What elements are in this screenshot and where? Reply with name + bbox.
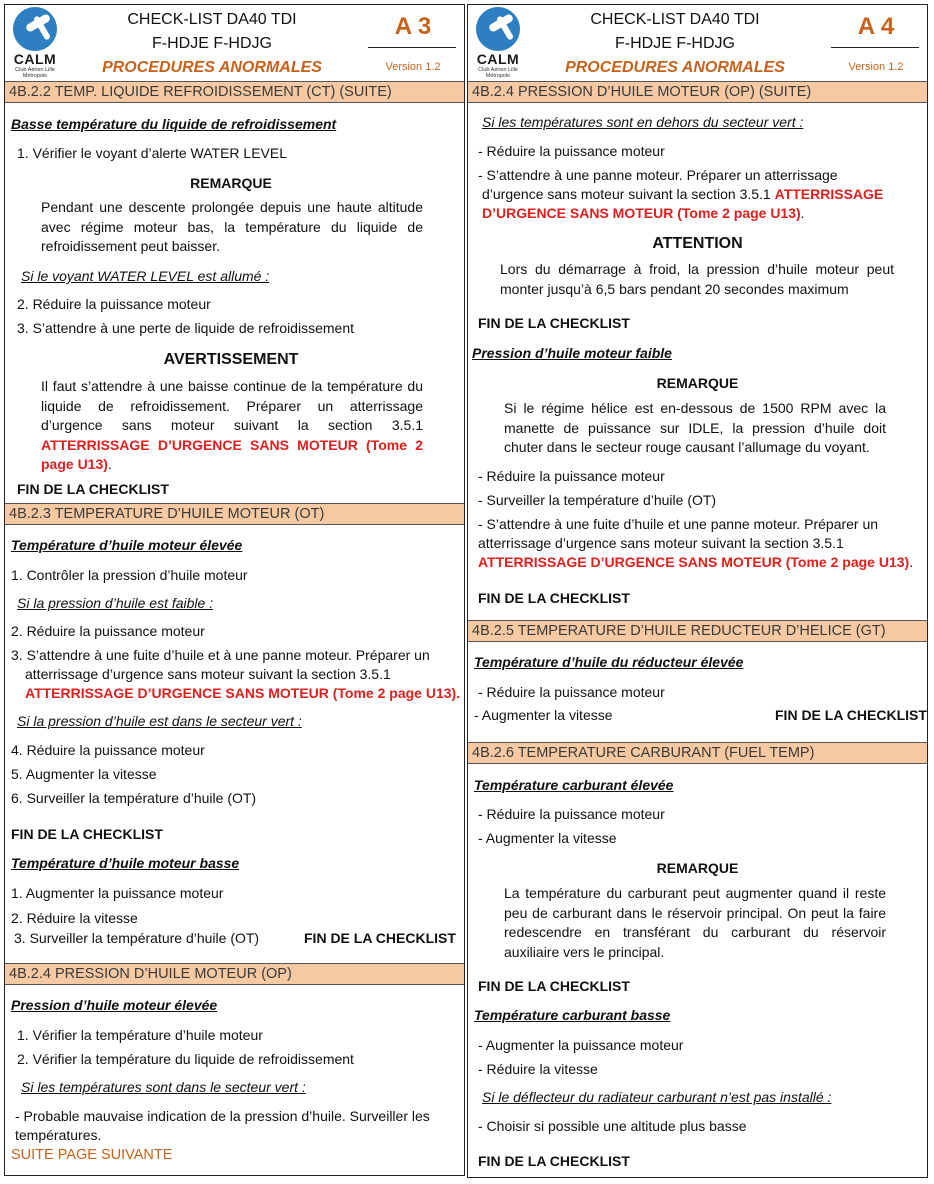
page-header [468, 5, 927, 81]
end-checklist: FIN DE LA CHECKLIST [11, 826, 163, 842]
section-header-gearbox-temp: 4B.2.5 TEMPERATURE D’HUILE REDUCTEUR D’HELICE (GT) [468, 620, 927, 642]
step: 3. S’attendre à une perte de liquide de refroidissement [17, 320, 354, 336]
section-header-coolant-temp: 4B.2.2 TEMP. LIQUIDE REFROIDISSEMENT (CT) (SUITE) [5, 81, 464, 103]
subsection-title: Température d’huile moteur élevée [11, 537, 243, 553]
step: 1. Vérifier le voyant d’alerte WATER LEVEL [17, 145, 287, 161]
section-header-fuel-temp: 4B.2.6 TEMPERATURE CARBURANT (FUEL TEMP) [468, 742, 927, 764]
step: 2. Réduire la vitesse [11, 910, 138, 926]
end-checklist: FIN DE LA CHECKLIST [478, 590, 630, 606]
subsection-title: Pression d’huile moteur élevée [11, 997, 218, 1013]
step: 2. Réduire la puissance moteur [11, 623, 205, 639]
list-item: - Réduire la vitesse [478, 1061, 598, 1077]
attention-body: Lors du démarrage à froid, la pression d’huile moteur peut monter jusqu’à 6,5 bars pendant 20 secondes maximum [500, 261, 894, 297]
subsection-title: Température d’huile du réducteur élevée [474, 654, 744, 670]
emergency-reference: ATTERRISSAGE D’URGENCE SANS MOTEUR (Tome 2 page U13). [25, 685, 461, 701]
emergency-reference: ATTERRISSAGE [774, 186, 884, 202]
section-header-oil-pressure: 4B.2.4 PRESSION D’HUILE MOTEUR (OP) [5, 963, 464, 985]
subsection-title: Basse température du liquide de refroidissement [11, 116, 337, 132]
list-item: - Augmenter la vitesse [478, 830, 617, 846]
condition: Si la pression d’huile est faible : [17, 595, 214, 611]
list-item: - Choisir si possible une altitude plus basse [478, 1118, 747, 1134]
subsection-title: Température carburant basse [474, 1007, 671, 1023]
checklist-page-a3 [4, 4, 465, 1176]
step-continuation: atterrissage d’urgence sans moteur suivant la section 3.5.1 [25, 666, 391, 682]
checklist-page-a4 [467, 4, 928, 1178]
end-checklist: FIN DE LA CHECKLIST [17, 481, 169, 497]
continued-next-page: SUITE PAGE SUIVANTE [11, 1147, 173, 1163]
subsection-title: Température carburant élevée [474, 777, 674, 793]
end-checklist: FIN DE LA CHECKLIST [478, 1153, 630, 1169]
list-item: - Réduire la puissance moteur [478, 806, 665, 822]
section-header-oil-pressure-cont: 4B.2.4 PRESSION D’HUILE MOTEUR (OP) (SUITE) [468, 81, 927, 103]
remark-title: REMARQUE [656, 860, 739, 876]
airplane-icon [13, 7, 57, 51]
step: 4. Réduire la puissance moteur [11, 742, 205, 758]
attention-title: ATTENTION [652, 235, 743, 252]
list-item-continuation: atterrissage d’urgence sans moteur suivant la section 3.5.1 [478, 535, 844, 551]
divider [831, 47, 919, 48]
end-checklist: FIN DE LA CHECKLIST [478, 978, 630, 994]
logo-subtext: Club Aérien Lille Métropole [15, 67, 55, 79]
aircraft-registrations: F-HDJE F-HDJG [152, 35, 272, 52]
step: 2. Réduire la puissance moteur [17, 296, 211, 312]
step: 1. Vérifier la température d’huile moteur [17, 1027, 263, 1043]
warning-title: AVERTISSEMENT [163, 351, 299, 368]
calm-logo [7, 7, 63, 79]
warning-reference: ATTERRISSAGE D’URGENCE SANS MOTEUR (Tome 2 page U13) [41, 436, 423, 472]
condition: Si la pression d’huile est dans le secteur vert : [17, 713, 302, 729]
step: 1. Contrôler la pression d’huile moteur [11, 567, 248, 583]
aircraft-registrations: F-HDJE F-HDJG [615, 35, 735, 52]
step: 3. Surveiller la température d’huile (OT) [14, 930, 260, 946]
list-item-continuation: D’URGENCE SANS MOTEUR (Tome 2 page U13). [482, 205, 805, 221]
version-label: Version 1.2 [385, 61, 441, 73]
step: 5. Augmenter la vitesse [11, 766, 157, 782]
emergency-reference: D’URGENCE SANS MOTEUR (Tome 2 page U13) [482, 205, 801, 221]
list-item: - S’attendre à une fuite d’huile et une panne moteur. Préparer un [478, 516, 879, 532]
subsection-title: Pression d’huile moteur faible [472, 345, 672, 361]
remark-body: Pendant une descente prolongée depuis une haute altitude avec régime moteur bas, la température du liquide de refroidissement peut baisser. [41, 199, 423, 254]
condition: Si les températures sont dans le secteur vert : [21, 1079, 306, 1095]
document-subtitle: PROCEDURES ANORMALES [102, 59, 322, 76]
step: 2. Vérifier la température du liquide de refroidissement [17, 1051, 354, 1067]
remark-body: Si le régime hélice est en-dessous de 1500 RPM avec la manette de puissance sur IDLE, la pression d’huile doit chuter dans le secteur rouge causant l’allumage du voyant. [504, 400, 886, 455]
condition: Si le voyant WATER LEVEL est allumé : [21, 268, 270, 284]
list-item-continuation: ATTERRISSAGE D’URGENCE SANS MOTEUR (Tome 2 page U13). [478, 554, 914, 570]
warning-body: Il faut s’attendre à une baisse continue de la température du liquide de refroidissement. Préparer un atterrissage d’urgence sans moteur suivant la section 3.5.1 ATTERRISSAGE D’URGENCE SANS MOTEUR (Tome 2 page U13). [41, 378, 423, 472]
end-checklist: FIN DE LA CHECKLIST [775, 707, 927, 723]
list-item: - Réduire la puissance moteur [478, 468, 665, 484]
list-item: - Probable mauvaise indication de la pression d’huile. Surveiller les [15, 1108, 430, 1124]
end-checklist: FIN DE LA CHECKLIST [304, 930, 456, 946]
document-subtitle: PROCEDURES ANORMALES [565, 59, 785, 76]
step: 6. Surveiller la température d’huile (OT) [11, 790, 257, 806]
list-item: - Augmenter la puissance moteur [478, 1037, 684, 1053]
list-item: - S’attendre à une panne moteur. Préparer un atterrissage [478, 167, 838, 183]
remark-title: REMARQUE [190, 175, 272, 191]
list-item: - Augmenter la vitesse [474, 707, 613, 723]
divider [368, 47, 456, 48]
logo-name: CALM [476, 51, 520, 67]
sheet-code: A 4 [857, 13, 895, 40]
sheet-code: A 3 [394, 13, 432, 40]
list-item: - Réduire la puissance moteur [478, 143, 665, 159]
list-item-continuation: températures. [15, 1127, 102, 1143]
page-header [5, 5, 464, 81]
logo-name: CALM [13, 51, 57, 67]
list-item: - Surveiller la température d’huile (OT) [478, 492, 717, 508]
remark-body: La température du carburant peut augmenter quand il reste peu de carburant dans le réservoir principal. On peut la faire redescendre en transférant du carburant du réservoir auxiliaire vers le principal. [504, 885, 886, 960]
emergency-reference: ATTERRISSAGE D’URGENCE SANS MOTEUR (Tome 2 page U13) [478, 554, 910, 570]
condition: Si les températures sont en dehors du secteur vert : [482, 114, 804, 130]
airplane-icon [476, 7, 520, 51]
document-title: CHECK-LIST DA40 TDI [590, 11, 760, 28]
version-label: Version 1.2 [848, 61, 904, 73]
step: 3. S’attendre à une fuite d’huile et à une panne moteur. Préparer un [11, 647, 430, 663]
document-title: CHECK-LIST DA40 TDI [127, 11, 297, 28]
remark-title: REMARQUE [656, 375, 739, 391]
list-item: - Réduire la puissance moteur [478, 684, 665, 700]
logo-subtext: Club Aérien Lille Métropole [478, 67, 518, 79]
subsection-title: Température d’huile moteur basse [11, 855, 240, 871]
calm-logo [470, 7, 526, 79]
end-checklist: FIN DE LA CHECKLIST [478, 315, 630, 331]
step: 1. Augmenter la puissance moteur [11, 885, 224, 901]
list-item-continuation: d’urgence sans moteur suivant la section 3.5.1 ATTERRISSAGE [482, 186, 884, 202]
condition: Si le déflecteur du radiateur carburant n’est pas installé : [482, 1089, 832, 1105]
section-header-oil-temp: 4B.2.3 TEMPERATURE D’HUILE MOTEUR (OT) [5, 503, 464, 525]
